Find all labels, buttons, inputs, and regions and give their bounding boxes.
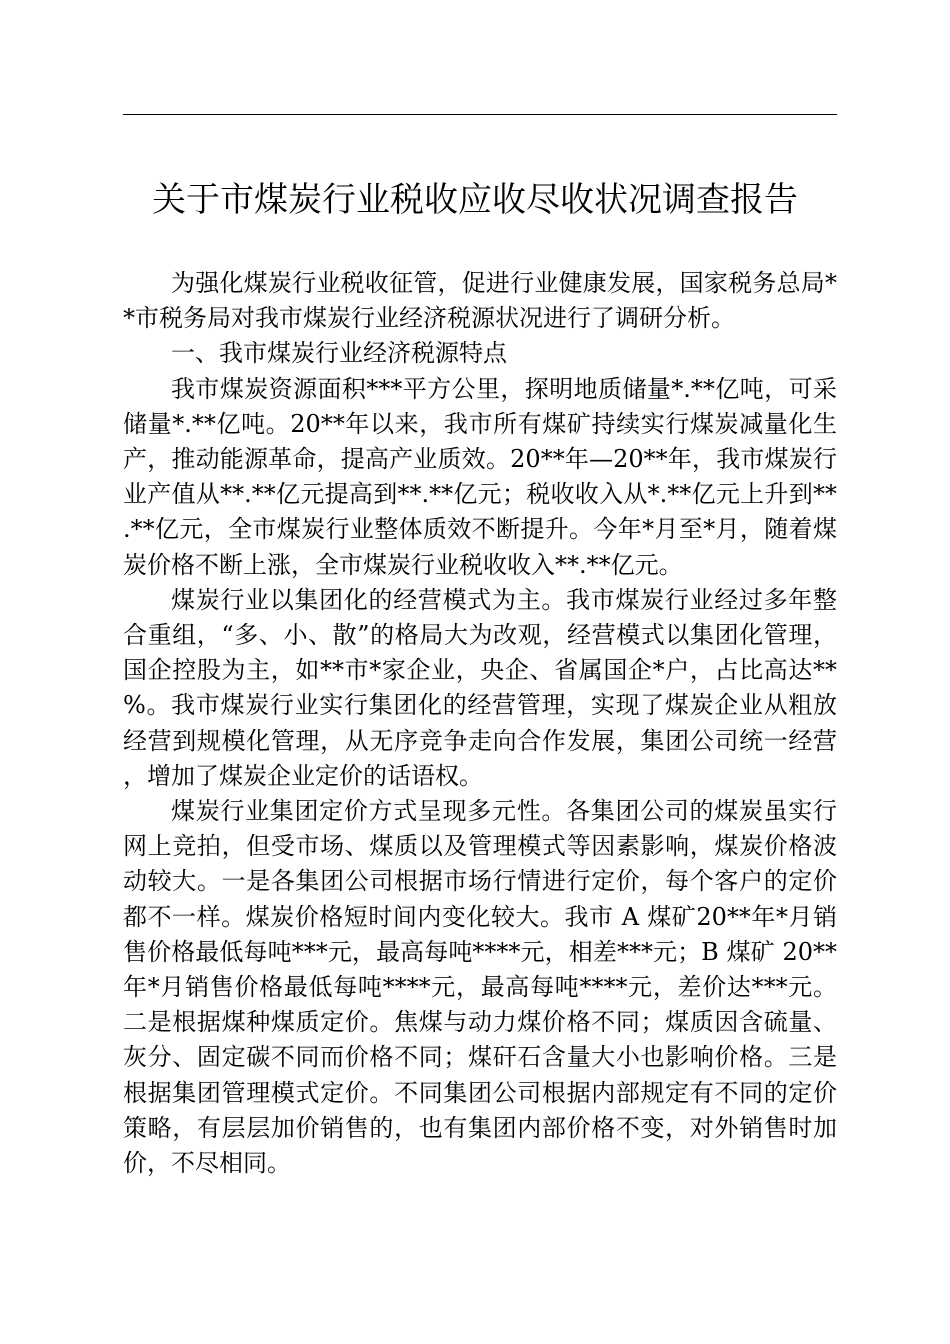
header-rule xyxy=(123,114,837,115)
paragraph-intro: 为强化煤炭行业税收征管，促进行业健康发展，国家税务总局**市税务局对我市煤炭行业经济税源状况进行了调研分析。 xyxy=(123,269,837,333)
paragraph-resources: 我市煤炭资源面积***平方公里，探明地质储量*.**亿吨，可采储量*.**亿吨。20**年以来，我市所有煤矿持续实行煤炭减量化生产，推动能源革命，提高产业质效。20**年—20**年，我市煤炭行业产值从**.**亿元提高到**.**亿元；税收收入从*.**亿元上升到**.**亿元，全市煤炭行业整体质效不断提升。今年*月至*月，随着煤炭价格不断上涨，全市煤炭行业税收收入**.**亿元。 xyxy=(123,374,837,579)
paragraph-group-operation: 煤炭行业以集团化的经营模式为主。我市煤炭行业经过多年整合重组，“多、小、散”的格局大为改观，经营模式以集团化管理，国企控股为主，如**市*家企业，央企、省属国企*户，占比高达**%。我市煤炭行业实行集团化的经营管理，实现了煤炭企业从粗放经营到规模化管理，从无序竞争走向合作发展，集团公司统一经营，增加了煤炭企业定价的话语权。 xyxy=(123,585,837,790)
paragraph-pricing: 煤炭行业集团定价方式呈现多元性。各集团公司的煤炭虽实行网上竞拍，但受市场、煤质以及管理模式等因素影响，煤炭价格波动较大。一是各集团公司根据市场行情进行定价，每个客户的定价都不一样。煤炭价格短时间内变化较大。我市 A 煤矿20**年*月销售价格最低每吨***元，最高每吨****元，相差***元；B 煤矿 20**年*月销售价格最低每吨****元，最高每吨****元，差价达***元。二是根据煤种煤质定价。焦煤与动力煤价格不同；煤质因含硫量、灰分、固定碳不同而价格不同；煤矸石含量大小也影响价格。三是根据集团管理模式定价。不同集团公司根据内部规定有不同的定价策略，有层层加价销售的，也有集团内部价格不变，对外销售时加价，不尽相同。 xyxy=(123,797,837,1178)
document-title: 关于市煤炭行业税收应收尽收状况调查报告 xyxy=(152,180,798,220)
document-body xyxy=(123,266,837,1181)
section-heading: 一、我市煤炭行业经济税源特点 xyxy=(171,339,507,368)
